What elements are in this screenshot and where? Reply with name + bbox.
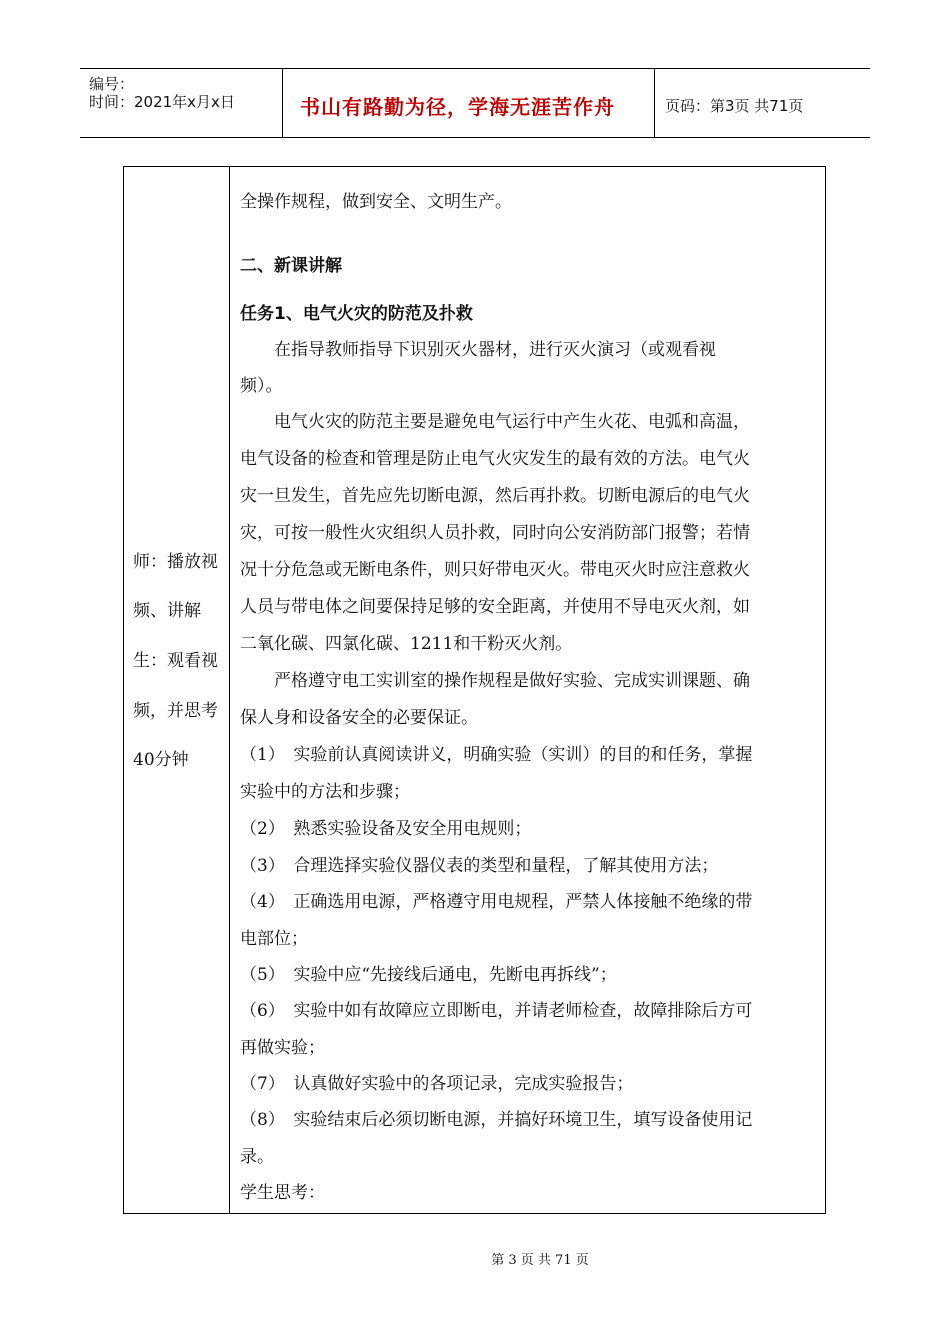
activity-column [124,167,229,1213]
activity-line: 频，并思考 [133,701,218,721]
section-heading: 二、新课讲解 [240,256,342,276]
content-line: 人员与带电体之间要保持足够的安全距离，并使用不导电灭火剂，如 [240,597,750,617]
content-line: （2） 熟悉实验设备及安全用电规则； [240,819,532,839]
content-line: 保人身和设备安全的必要保证。 [240,708,478,728]
page-header [80,68,870,138]
lesson-table [123,166,826,1214]
content-line: 学生思考： [240,1183,325,1203]
content-line: 二氧化碳、四氯化碳、1211和干粉灭火剂。 [240,634,573,654]
content-line: 全操作规程，做到安全、文明生产。 [240,192,512,212]
content-line: 电部位； [240,929,308,949]
content-line: 严格遵守电工实训室的操作规程是做好实验、完成实训课题、确 [240,671,750,691]
time-label: 时间：2021年x月x日 [89,93,235,111]
footer-page-number: 第 3 页 共 71 页 [491,1253,589,1268]
content-line: 再做实验； [240,1038,325,1058]
content-column [230,167,826,1213]
activity-line: 频、讲解 [133,601,201,621]
slogan: 书山有路勤为径，学海无涯苦作舟 [300,95,615,119]
content-line: 况十分危急或无断电条件，则只好带电灭火。带电灭火时应注意救火 [240,560,750,580]
page-footer [0,1249,950,1268]
activity-line: 师：播放视 [133,552,218,572]
page-info: 页码：第3页 共71页 [665,97,804,115]
content-line: （5） 实验中应“先接线后通电，先断电再拆线”； [240,965,617,985]
content-line: 电气火灾的防范主要是避免电气运行中产生火花、电弧和高温， [240,412,750,432]
content-line: 电气设备的检查和管理是防止电气火灾发生的最有效的方法。电气火 [240,449,750,469]
header-slogan-cell [282,69,655,137]
content-line: （6） 实验中如有故障应立即断电，并请老师检查，故障排除后方可 [240,1001,753,1021]
content-line: （8） 实验结束后必须切断电源，并搞好环境卫生，填写设备使用记 [240,1110,753,1130]
content-line: 灾，可按一般性火灾组织人员扑救，同时向公安消防部门报警；若情 [240,523,750,543]
content-line: （1） 实验前认真阅读讲义，明确实验（实训）的目的和任务，掌握 [240,745,753,765]
header-page-cell [654,69,870,137]
content-line: 频）。 [240,376,283,396]
activity-line: 生：观看视 [133,651,218,671]
content-line: 实验中的方法和步骤； [240,782,410,802]
content-line: 在指导教师指导下识别灭火器材，进行灭火演习（或观看视 [240,340,716,360]
activity-line: 40分钟 [133,750,189,770]
content-line: （4） 正确选用电源，严格遵守用电规程，严禁人体接触不绝缘的带 [240,892,753,912]
header-meta-cell [80,69,283,137]
content-line: 灾一旦发生，首先应先切断电源，然后再扑救。切断电源后的电气火 [240,486,750,506]
code-label: 编号： [89,75,135,93]
content-line: （3） 合理选择实验仪器仪表的类型和量程，了解其使用方法； [240,856,719,876]
task-heading: 任务1、电气火灾的防范及扑救 [240,304,473,324]
content-line: 录。 [240,1147,274,1167]
content-line: （7） 认真做好实验中的各项记录，完成实验报告； [240,1074,634,1094]
